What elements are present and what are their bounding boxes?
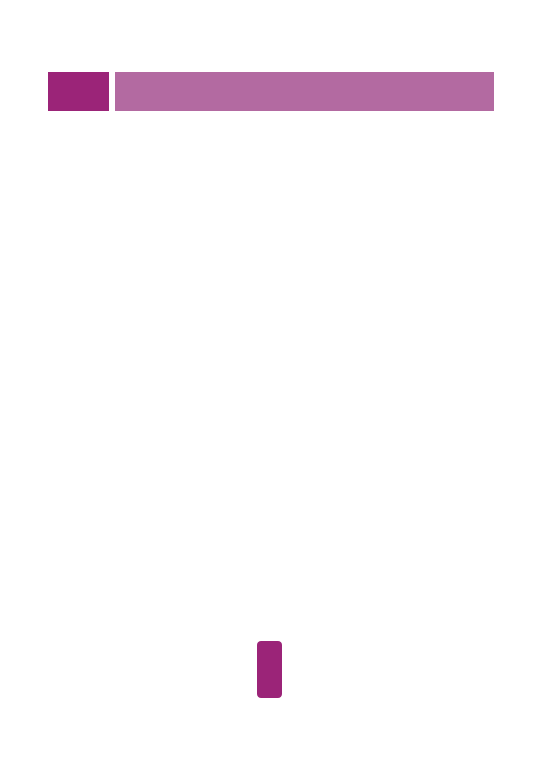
header-accent-block — [48, 72, 109, 111]
page-number-tab — [257, 641, 282, 698]
header-banner — [115, 72, 494, 111]
